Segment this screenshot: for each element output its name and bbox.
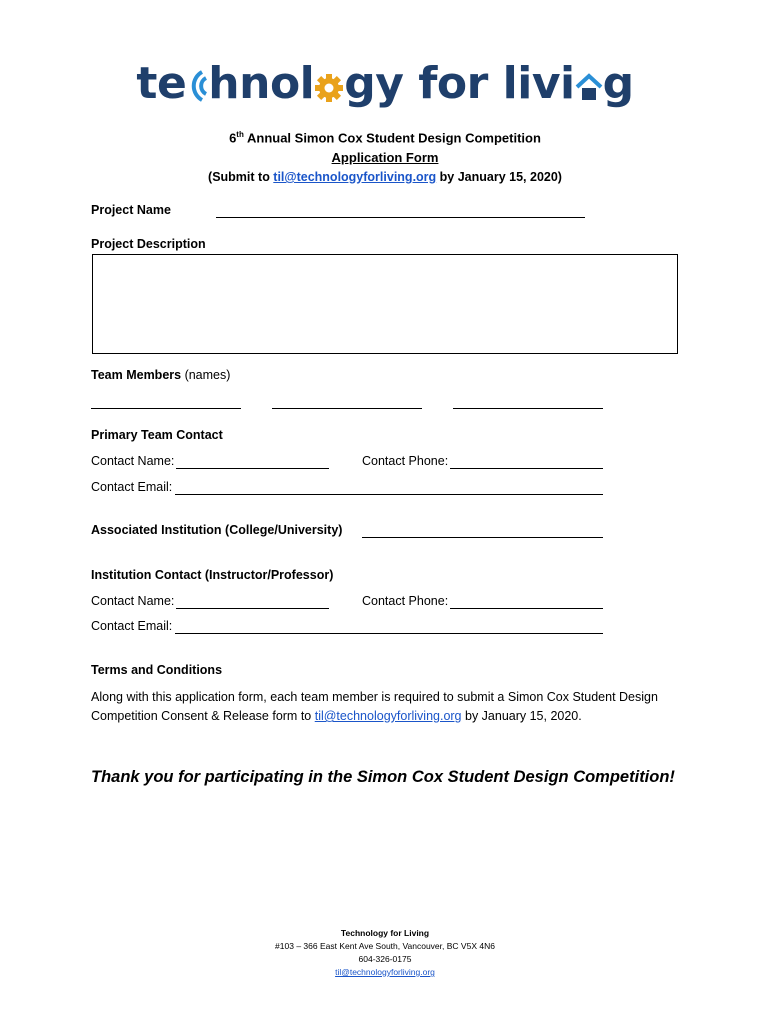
primary-contact-email-label: Contact Email: — [91, 480, 173, 494]
thank-you-message: Thank you for participating in the Simon Cox Student Design Competition! — [91, 768, 675, 786]
primary-team-contact-heading: Primary Team Contact — [91, 428, 223, 442]
primary-contact-phone-field[interactable] — [450, 468, 603, 469]
submit-suffix: by January 15, 2020) — [436, 170, 562, 184]
institution-contact-heading: Institution Contact (Instructor/Professor) — [91, 568, 334, 582]
terms-heading: Terms and Conditions — [91, 663, 223, 677]
logo-text-g: g — [602, 58, 634, 109]
institution-contact-name-field[interactable] — [176, 608, 329, 609]
logo-text-gy-for-livi: gy for livi — [344, 58, 575, 109]
team-members-hint: (names) — [181, 368, 231, 382]
terms-email-link[interactable]: til@technologyforliving.org — [314, 709, 462, 723]
submit-email-link[interactable]: til@technologyforliving.org — [273, 170, 437, 184]
submit-instructions — [0, 170, 770, 184]
team-member-2-field[interactable] — [272, 408, 422, 409]
primary-contact-phone-label: Contact Phone: — [362, 454, 449, 468]
footer-phone: 604-326-0175 — [358, 954, 412, 964]
logo-text-te: te — [136, 58, 187, 109]
terms-text-body: Along with this application form, each team member is required to submit a Simon Cox Student Design Competition Consent & Release form to — [91, 690, 658, 723]
associated-institution-field[interactable] — [362, 537, 603, 538]
primary-contact-name-field[interactable] — [176, 468, 329, 469]
project-name-label: Project Name — [91, 203, 171, 217]
institution-contact-name-label: Contact Name: — [91, 594, 175, 608]
terms-text-suffix: by January 15, 2020. — [461, 709, 582, 723]
institution-contact-email-label: Contact Email: — [91, 619, 173, 633]
team-members-label — [91, 368, 230, 382]
team-member-1-field[interactable] — [91, 408, 241, 409]
project-description-label: Project Description — [91, 237, 206, 251]
project-description-field[interactable] — [92, 254, 678, 354]
primary-contact-email-field[interactable] — [175, 494, 603, 495]
logo-text-hnol: hnol — [208, 58, 315, 109]
competition-title — [0, 130, 770, 145]
institution-contact-email-field[interactable] — [175, 633, 603, 634]
team-member-3-field[interactable] — [453, 408, 603, 409]
associated-institution-label: Associated Institution (College/University) — [91, 523, 343, 537]
gear-icon — [314, 69, 344, 103]
primary-contact-name-label: Contact Name: — [91, 454, 175, 468]
team-members-heading: Team Members — [91, 368, 182, 382]
title-ordinal-suffix: th — [236, 130, 244, 139]
institution-contact-phone-label: Contact Phone: — [362, 594, 449, 608]
footer-email-link[interactable]: til@technologyforliving.org — [335, 967, 435, 977]
footer-org-name: Technology for Living — [340, 928, 430, 938]
terms-text — [91, 688, 691, 726]
institution-contact-phone-field[interactable] — [450, 608, 603, 609]
submit-prefix: (Submit to — [208, 170, 274, 184]
title-text: Annual Simon Cox Student Design Competition — [243, 130, 541, 146]
title-ordinal: 6 — [229, 130, 237, 146]
technology-for-living-logo — [0, 54, 770, 114]
form-subtitle: Application Form — [331, 150, 439, 165]
house-icon — [575, 69, 603, 103]
project-name-field[interactable] — [216, 217, 585, 218]
signal-wave-icon — [186, 66, 208, 106]
footer-address: #103 – 366 East Kent Ave South, Vancouver, BC V5X 4N6 — [275, 941, 495, 951]
